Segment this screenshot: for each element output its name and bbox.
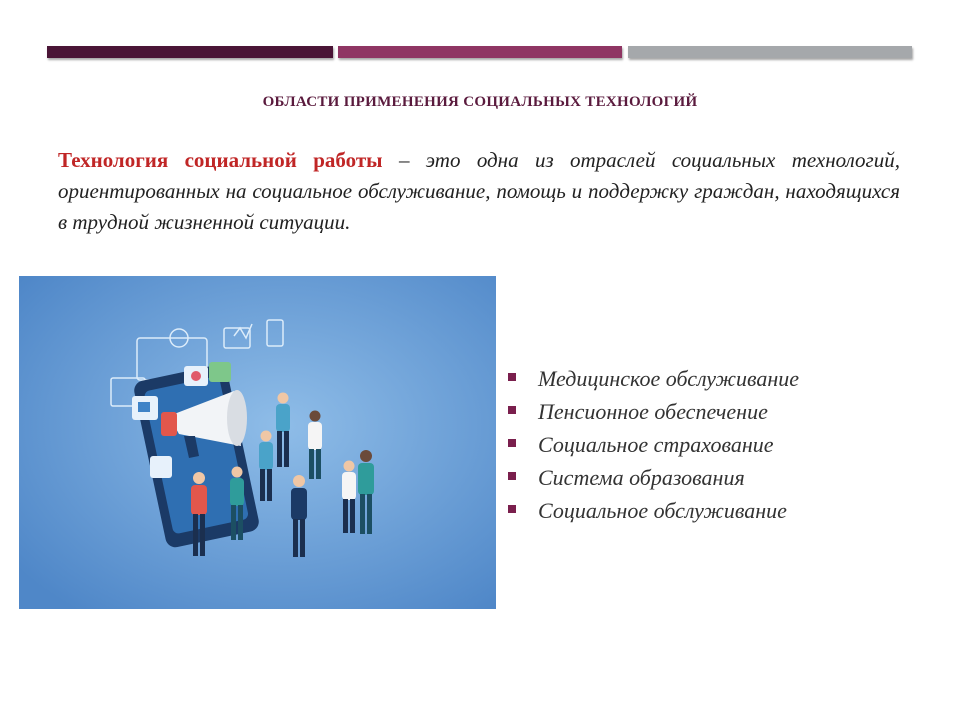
intro-term: Технология социальной работы	[58, 148, 383, 172]
social-tech-illustration	[19, 276, 496, 609]
square-bullet-icon	[508, 472, 516, 480]
list-item	[508, 494, 799, 527]
slide-title: ОБЛАСТИ ПРИМЕНЕНИЯ СОЦИАЛЬНЫХ ТЕХНОЛОГИЙ	[262, 94, 698, 110]
list-item	[508, 461, 799, 494]
list-item-label: Социальное обслуживание	[538, 497, 787, 523]
application-areas-list	[508, 362, 799, 527]
header-bar-dark	[47, 46, 333, 58]
square-bullet-icon	[508, 505, 516, 513]
list-item-label: Система образования	[538, 464, 745, 490]
intro-definition: – это одна из отраслей социальных технологий, ориентированных на социальное обслуживание, помощь и поддержку граждан, находящихся в трудной жизненной ситуации.	[58, 148, 900, 234]
header-bar-grey	[628, 46, 912, 58]
header-bar-magenta	[338, 46, 622, 58]
list-item	[508, 428, 799, 461]
square-bullet-icon	[508, 439, 516, 447]
list-item	[508, 395, 799, 428]
square-bullet-icon	[508, 373, 516, 381]
square-bullet-icon	[508, 406, 516, 414]
list-item	[508, 362, 799, 395]
list-item-label: Пенсионное обеспечение	[538, 398, 768, 424]
list-item-label: Социальное страхование	[538, 431, 774, 457]
intro-paragraph	[58, 145, 900, 238]
list-item-label: Медицинское обслуживание	[538, 365, 800, 391]
